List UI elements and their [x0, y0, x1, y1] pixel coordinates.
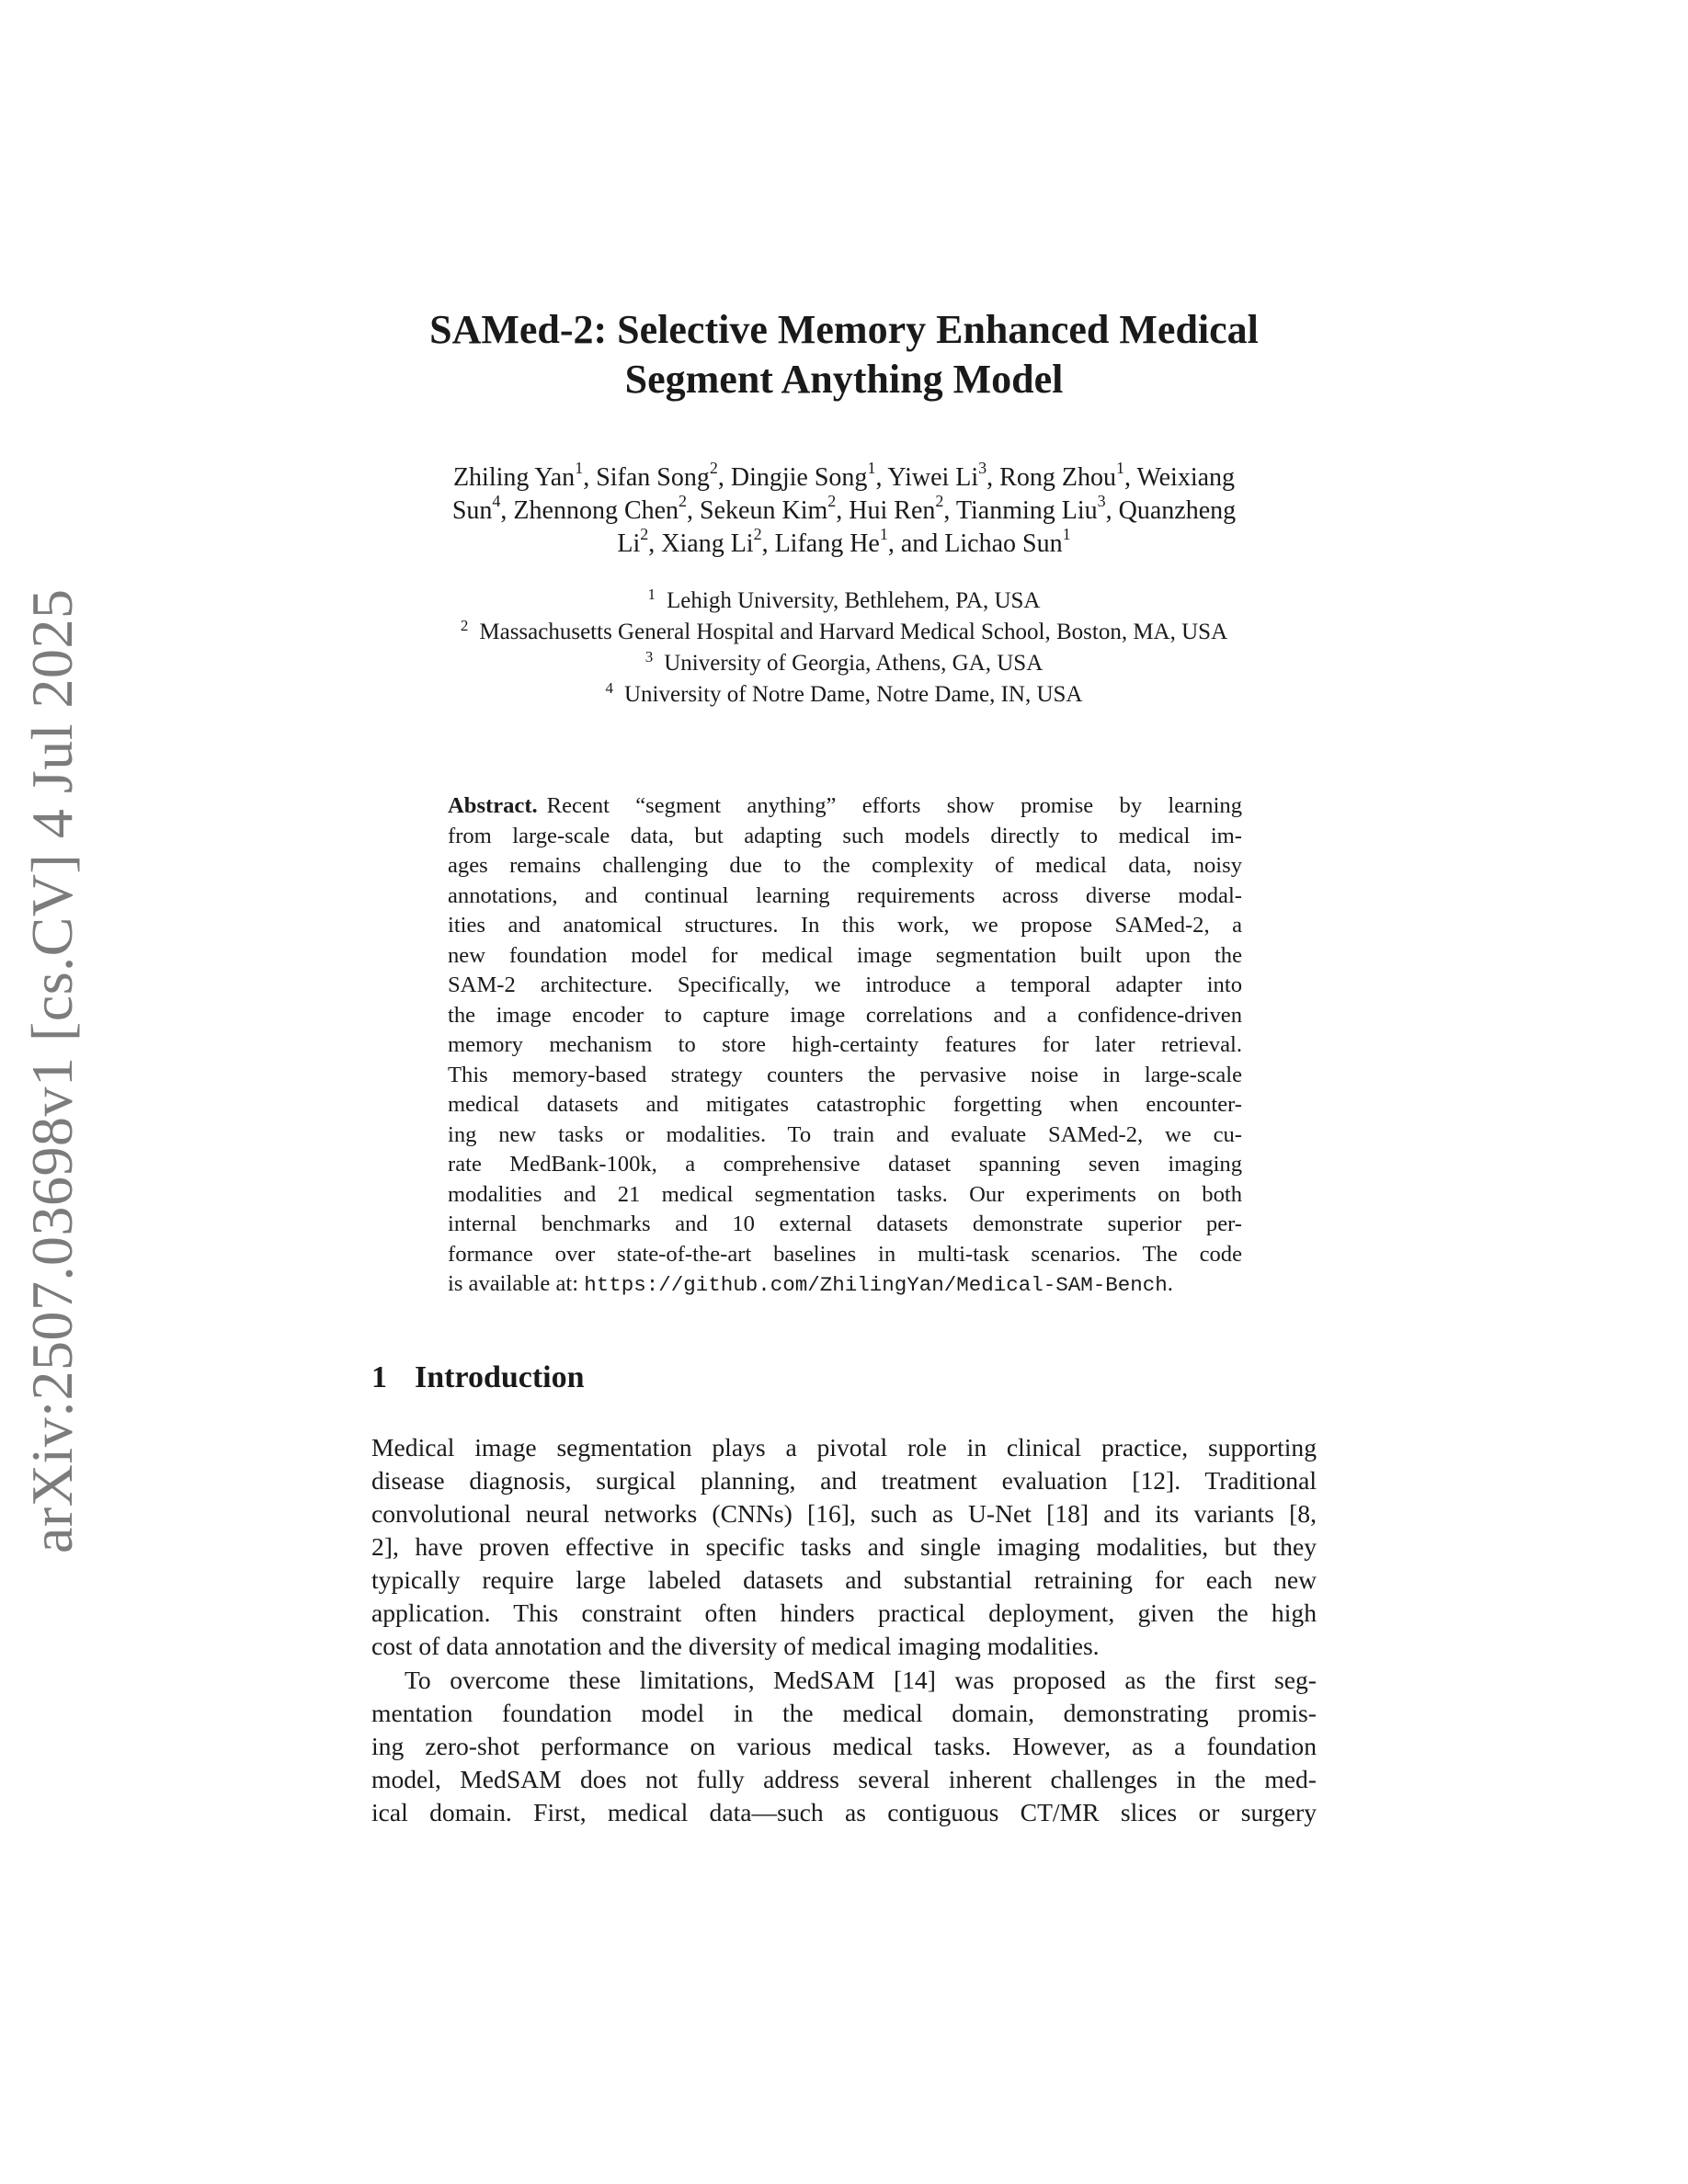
abstract-line: internal benchmarks and 10 external datasets demonstrate superior per-: [448, 1211, 1242, 1236]
text-line: Medical image segmentation plays a pivotal role in clinical practice, supporting: [371, 1433, 1317, 1462]
section-number: 1: [371, 1360, 387, 1394]
abstract-line: This memory-based strategy counters the pervasive noise in large-scale: [448, 1062, 1242, 1087]
affiliation-4: $^4$ University of Notre Dame, Notre Dame, IN, USA: [605, 679, 1083, 707]
text-line: mentation foundation model in the medical domain, demonstrating promis-: [371, 1699, 1317, 1727]
text-line: ical domain. First, medical data—such as contiguous CT/MR slices or surgery: [371, 1798, 1317, 1826]
abstract-line: rate MedBank-100k, a comprehensive dataset spanning seven imaging: [448, 1152, 1242, 1177]
abstract-line: SAM-2 architecture. Specifically, we introduce a temporal adapter into: [448, 973, 1242, 997]
abstract-line: ages remains challenging due to the complexity of medical data, noisy: [448, 853, 1242, 878]
section-title: Introduction: [415, 1360, 585, 1394]
abstract-line: ities and anatomical structures. In this work, we propose SAMed-2, a: [448, 913, 1242, 938]
section-heading: [371, 1358, 585, 1398]
abstract: [448, 791, 1242, 1301]
paper-title: [276, 305, 1412, 404]
text-line: typically require large labeled datasets and substantial retraining for each new: [371, 1565, 1317, 1594]
abstract-line: formance over state-of-the-art baselines in multi-task scenarios. The code: [448, 1241, 1242, 1267]
text-line: cost of data annotation and the diversity of medical imaging modalities.: [371, 1632, 1100, 1660]
arxiv-identifier: arXiv:2507.03698v1 [cs.CV] 4 Jul 2025: [19, 588, 85, 1553]
affiliation-list: [349, 586, 1339, 711]
abstract-line: memory mechanism to store high-certainty features for later retrieval.: [448, 1032, 1242, 1057]
abstract-label: Abstract.: [448, 793, 538, 818]
author-line-3: Li$^2$, Xiang Li$^2$, Lifang He$^1$, and Lichao Sun$^1$: [617, 524, 1071, 558]
abstract-line: new foundation model for medical image segmentation built upon the: [448, 942, 1242, 968]
abstract-line: annotations, and continual learning requirements across diverse modal-: [448, 882, 1242, 908]
abstract-line: Abstract. Recent “segment anything” efforts show promise by learning: [448, 793, 1242, 818]
abstract-line: ing new tasks or modalities. To train and evaluate SAMed-2, we cu-: [448, 1121, 1242, 1147]
affiliation-1: $^1$ Lehigh University, Bethlehem, PA, USA: [647, 586, 1041, 613]
code-url-link[interactable]: https://github.com/ZhilingYan/Medical-SAM-Bench: [584, 1273, 1168, 1297]
author-list: [349, 458, 1339, 561]
intro-paragraph-1: [371, 1431, 1317, 1663]
author-line-1: Zhiling Yan$^1$, Sifan Song$^2$, Dingjie Song$^1$, Yiwei Li$^3$, Rong Zhou$^1$, Weixiang: [452, 458, 1236, 492]
text-line: ing zero-shot performance on various medical tasks. However, as a foundation: [371, 1732, 1317, 1760]
author-line-2: Sun$^4$, Zhennong Chen$^2$, Sekeun Kim$^2$, Hui Ren$^2$, Tianming Liu$^3$, Quanzheng: [451, 491, 1237, 525]
abstract-line: from large-scale data, but adapting such models directly to medical im-: [448, 823, 1242, 848]
text-line: 2], have proven effective in specific tasks and single imaging modalities, but they: [371, 1532, 1317, 1561]
text-line: model, MedSAM does not fully address several inherent challenges in the med-: [371, 1765, 1317, 1793]
abstract-line: medical datasets and mitigates catastrophic forgetting when encounter-: [448, 1092, 1242, 1117]
intro-paragraph-2: [371, 1664, 1317, 1829]
affiliation-2: $^2$ Massachusetts General Hospital and Harvard Medical School, Boston, MA, USA: [460, 617, 1228, 644]
abstract-line: modalities and 21 medical segmentation tasks. Our experiments on both: [448, 1181, 1242, 1207]
affiliation-3: $^3$ University of Georgia, Athens, GA, USA: [644, 648, 1044, 676]
abstract-line: is available at: https://github.com/ZhilingYan/Medical-SAM-Bench.: [448, 1271, 1173, 1297]
text-line: To overcome these limitations, MedSAM [14] was proposed as the first seg-: [405, 1666, 1317, 1694]
text-line: convolutional neural networks (CNNs) [16], such as U-Net [18] and its variants [8,: [371, 1499, 1317, 1528]
title-line-1: SAMed-2: Selective Memory Enhanced Medical: [429, 307, 1259, 352]
title-line-2: Segment Anything Model: [624, 357, 1064, 402]
abstract-line: the image encoder to capture image correlations and a confidence-driven: [448, 1002, 1242, 1028]
text-line: application. This constraint often hinders practical deployment, given the high: [371, 1598, 1317, 1627]
text-line: disease diagnosis, surgical planning, and treatment evaluation [12]. Traditional: [371, 1466, 1317, 1495]
